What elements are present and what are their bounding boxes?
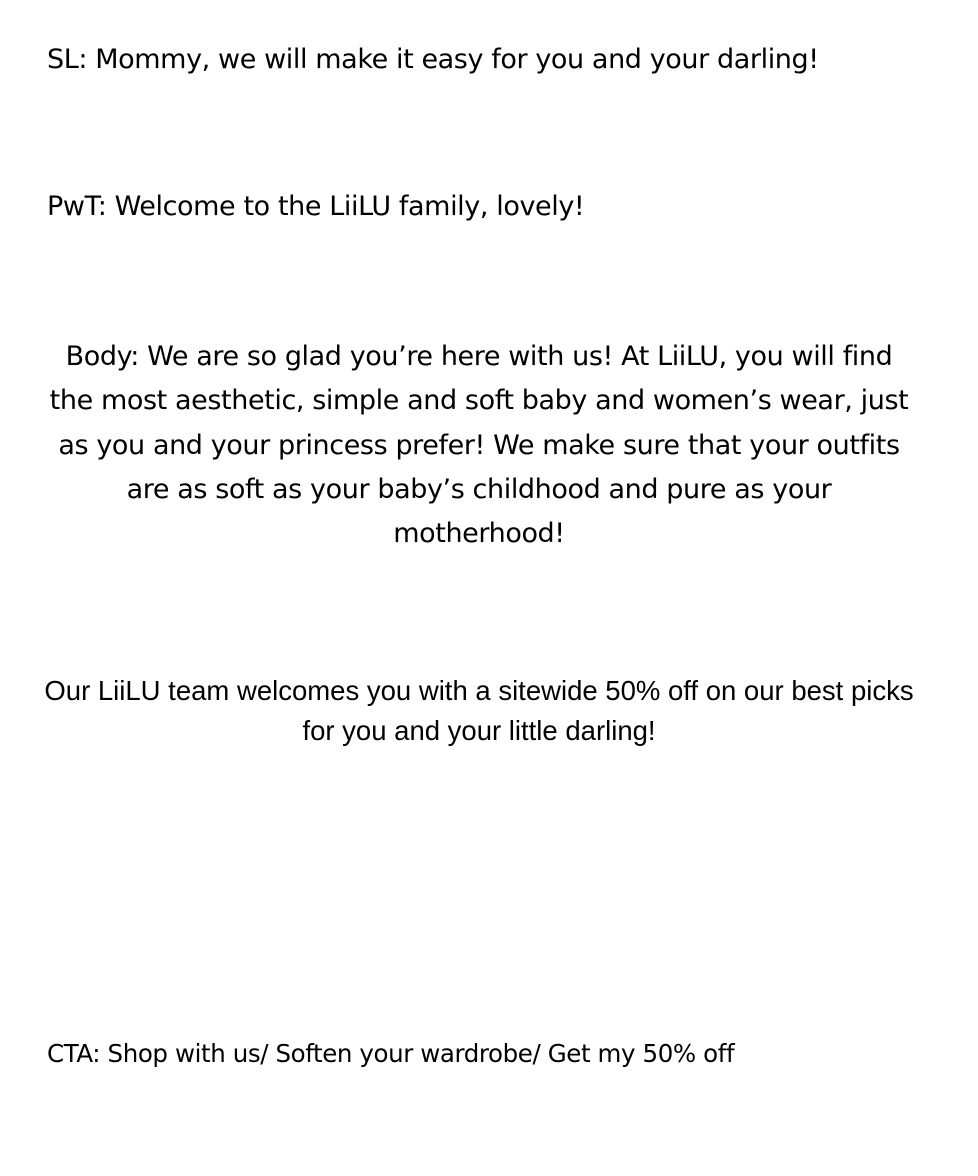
offer-paragraph: Our LiiLU team welcomes you with a sitewide 50% off on our best picks for you and your little darling!: [44, 675, 914, 746]
preview-text: PwT: Welcome to the LiiLU family, lovely!: [47, 191, 585, 222]
call-to-action-text: CTA: Shop with us/ Soften your wardrobe/ Get my 50% off: [47, 1039, 735, 1068]
subject-line: SL: Mommy, we will make it easy for you and your darling!: [47, 44, 819, 75]
body-paragraph: Body: We are so glad you’re here with us! At LiiLU, you will find the most aesthetic, simple and soft baby and women’s wear, just as you and your princess prefer! We make sure that your outfits are as soft as your baby’s childhood and pure as your motherhood!: [49, 341, 909, 550]
